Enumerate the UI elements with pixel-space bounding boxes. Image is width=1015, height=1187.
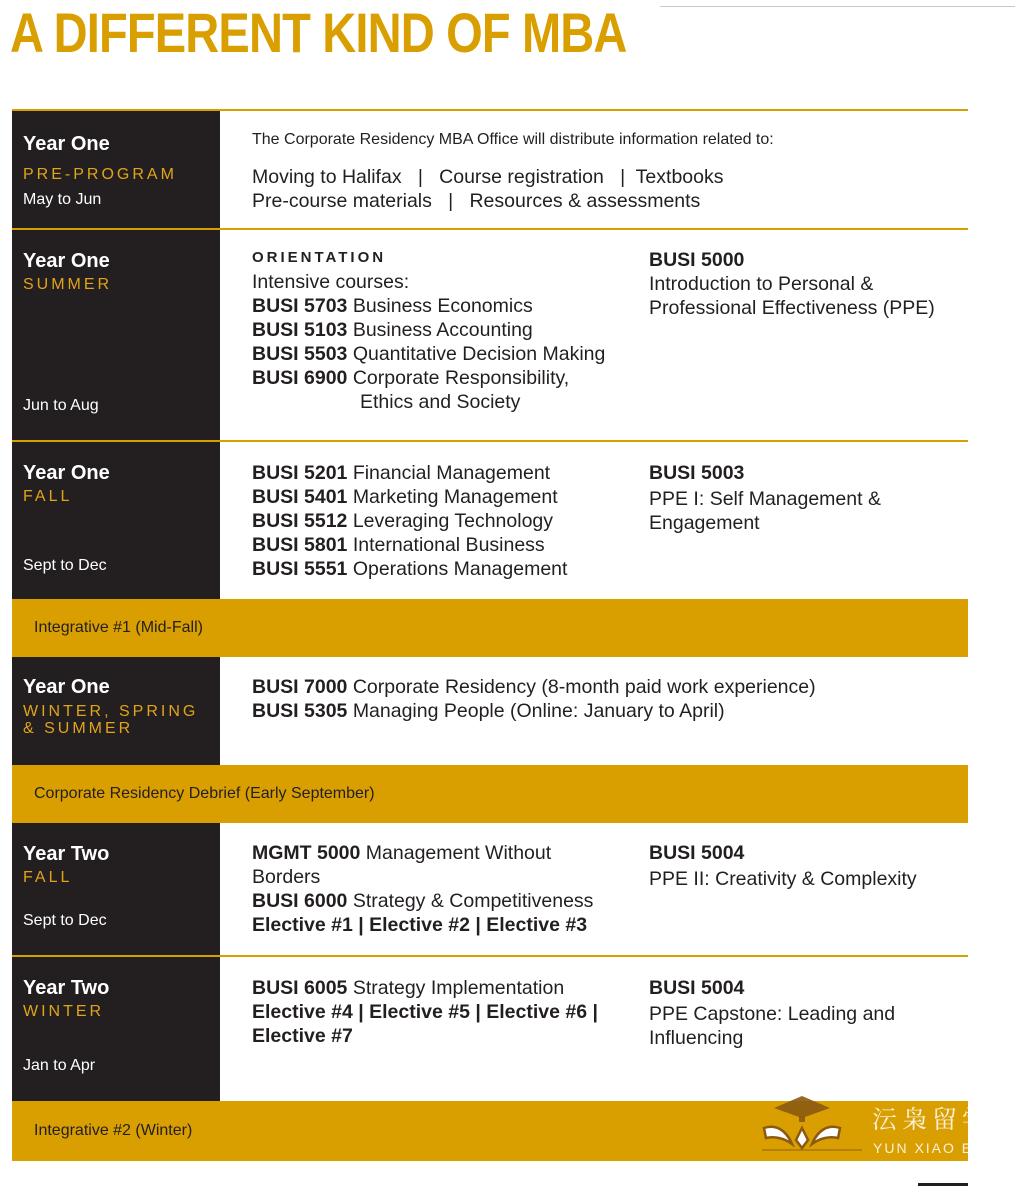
course-code: MGMT 5000	[252, 842, 361, 864]
course-name: Business Accounting	[352, 319, 533, 341]
course-code: BUSI 5103	[252, 319, 348, 341]
course-item	[252, 342, 605, 366]
row-winter-year-two	[12, 955, 968, 1101]
course-name: Marketing Management	[352, 486, 558, 508]
term-sidebar	[12, 442, 220, 599]
term-content	[220, 230, 968, 440]
milestone-band: Corporate Residency Debrief (Early September)	[12, 765, 968, 823]
topics	[252, 165, 723, 213]
course-code: BUSI 6000	[252, 890, 348, 912]
course-item	[252, 533, 567, 557]
intro-text: The Corporate Residency MBA Office will distribute information related to:	[252, 131, 774, 148]
term-label: FALL	[23, 488, 73, 505]
term-content	[220, 823, 968, 955]
year-label: Year Two	[23, 843, 110, 865]
course-code: BUSI 5551	[252, 558, 348, 580]
orientation-label: ORIENTATION	[252, 249, 387, 266]
course-item	[252, 318, 605, 342]
course-name: Corporate Residency (8-month paid work experience)	[352, 676, 816, 698]
top-rule	[660, 6, 1015, 7]
year-label: Year One	[23, 250, 110, 272]
graduation-cap-icon	[758, 1094, 868, 1156]
course-name: Strategy & Competitiveness	[352, 890, 594, 912]
course-code: BUSI 5003	[649, 462, 745, 484]
course-list	[252, 248, 605, 414]
year-label: Year One	[23, 676, 110, 698]
electives: Elective #7	[252, 1025, 353, 1047]
course-code: BUSI 5201	[252, 462, 348, 484]
course-name: Management Without	[365, 842, 552, 864]
term-content	[220, 111, 968, 228]
intensive-label: Intensive courses:	[252, 271, 410, 293]
course-code: BUSI 5000	[649, 249, 745, 271]
ppe-course	[649, 976, 895, 1050]
row-pre-program	[12, 109, 968, 228]
term-sidebar	[12, 657, 220, 765]
course-code: BUSI 6900	[252, 367, 348, 389]
course-name: International Business	[352, 534, 545, 556]
term-content	[220, 442, 968, 599]
watermark-logo	[758, 1094, 1008, 1160]
course-list	[252, 976, 598, 1048]
term-content	[220, 957, 968, 1101]
course-item	[252, 841, 593, 865]
course-list	[252, 675, 816, 723]
term-sidebar	[12, 823, 220, 955]
term-label: PRE-PROGRAM	[23, 166, 177, 183]
course-name: Managing People (Online: January to April)	[352, 700, 725, 722]
course-name: PPE Capstone: Leading and	[649, 1003, 896, 1025]
course-name: PPE II: Creativity & Complexity	[649, 868, 917, 890]
course-name: Introduction to Personal &	[649, 273, 874, 295]
course-item	[252, 485, 567, 509]
term-label: FALL	[23, 869, 73, 886]
course-name: Corporate Responsibility,	[352, 367, 570, 389]
electives: Elective #4 | Elective #5 | Elective #6 |	[252, 1001, 598, 1023]
row-fall-year-one	[12, 440, 968, 599]
topics-line: Moving to Halifax | Course registration | Textbooks	[252, 166, 724, 188]
term-label: SUMMER	[23, 276, 113, 293]
topics-line: Pre-course materials | Resources & assessments	[252, 190, 701, 212]
term-sidebar	[12, 957, 220, 1101]
watermark-english: YUN XIAO EDU	[873, 1140, 998, 1156]
term-content	[220, 657, 968, 765]
row-corporate-residency	[12, 657, 968, 765]
ppe-course	[649, 461, 881, 535]
date-range: Jun to Aug	[23, 397, 99, 414]
row-fall-year-two	[12, 823, 968, 955]
course-code: BUSI 5305	[252, 700, 348, 722]
row-summer	[12, 228, 968, 440]
course-name: Financial Management	[352, 462, 551, 484]
course-code: BUSI 6005	[252, 977, 348, 999]
corner-mark	[918, 1183, 968, 1186]
course-code: BUSI 5801	[252, 534, 348, 556]
course-code: BUSI 5512	[252, 510, 348, 532]
date-range: May to Jun	[23, 191, 102, 208]
course-code: BUSI 5703	[252, 295, 348, 317]
course-code: BUSI 5503	[252, 343, 348, 365]
ppe-course	[649, 248, 935, 320]
course-code: BUSI 7000	[252, 676, 348, 698]
course-item	[252, 366, 605, 390]
term-label: WINTER	[23, 1003, 105, 1020]
course-code: BUSI 5004	[649, 977, 745, 999]
course-name: Strategy Implementation	[352, 977, 565, 999]
course-item	[252, 509, 567, 533]
course-item	[252, 557, 567, 581]
watermark-chinese: 沄枭留学	[872, 1106, 993, 1134]
program-schedule	[12, 109, 968, 1161]
electives: Elective #1 | Elective #2 | Elective #3	[252, 914, 588, 936]
course-item	[252, 675, 816, 699]
year-label: Year One	[23, 462, 110, 484]
course-name: PPE I: Self Management &	[649, 488, 881, 510]
course-list	[252, 841, 593, 937]
course-item	[252, 699, 816, 723]
course-name: Engagement	[649, 512, 760, 534]
course-name: Business Economics	[352, 295, 533, 317]
course-name: Quantitative Decision Making	[352, 343, 606, 365]
milestone-band: Integrative #1 (Mid-Fall)	[12, 599, 968, 657]
course-code: BUSI 5004	[649, 842, 745, 864]
course-name: Leveraging Technology	[352, 510, 554, 532]
course-name-cont: Ethics and Society	[360, 391, 521, 413]
course-item	[252, 461, 567, 485]
course-name: Operations Management	[352, 558, 568, 580]
year-label: Year One	[23, 133, 110, 155]
course-list	[252, 461, 567, 581]
milestone-band: Integrative #2 (Winter)	[12, 1101, 968, 1161]
page-title: A DIFFERENT KIND OF MBA	[10, 1, 627, 64]
term-label: WINTER, SPRING	[23, 703, 199, 720]
course-name: Influencing	[649, 1027, 744, 1049]
ppe-course	[649, 841, 917, 891]
date-range: Jan to Apr	[23, 1057, 96, 1074]
term-sidebar	[12, 111, 220, 228]
term-label: & SUMMER	[23, 720, 134, 737]
course-item	[252, 294, 605, 318]
course-item	[252, 889, 593, 913]
course-code: BUSI 5401	[252, 486, 348, 508]
course-name-cont: Borders	[252, 866, 321, 888]
course-name: Professional Effectiveness (PPE)	[649, 297, 935, 319]
term-sidebar	[12, 230, 220, 440]
year-label: Year Two	[23, 977, 110, 999]
date-range: Sept to Dec	[23, 912, 107, 929]
date-range: Sept to Dec	[23, 557, 107, 574]
course-item	[252, 976, 598, 1000]
